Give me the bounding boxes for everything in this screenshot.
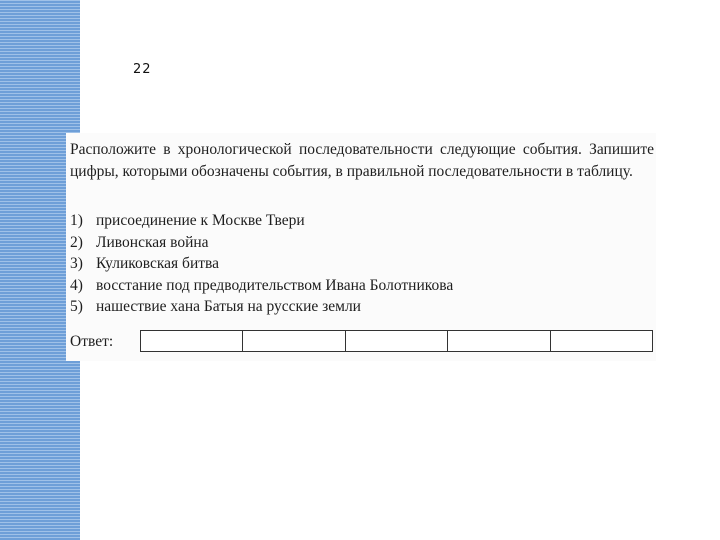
event-number: 3) — [70, 255, 83, 272]
answer-cell-1[interactable] — [141, 331, 243, 351]
answer-cell-4[interactable] — [448, 331, 550, 351]
event-text: Ливонская война — [96, 233, 209, 251]
event-list — [70, 210, 453, 318]
event-text: присоединение к Москве Твери — [96, 212, 305, 229]
event-text: Куликовская битва — [96, 255, 220, 272]
task-instruction: Расположите в хронологической последовательности следующие события. Запишите цифры, которыми обозначены события, в правильной последовательности в таблицу. — [70, 141, 654, 180]
answer-cell-5[interactable] — [551, 331, 652, 351]
event-number: 2) — [70, 233, 83, 251]
list-item — [70, 232, 453, 254]
slide-number: 22 — [133, 62, 152, 77]
event-number: 4) — [70, 276, 83, 294]
list-item — [70, 296, 453, 318]
event-number: 1) — [70, 212, 83, 229]
list-item — [70, 253, 453, 275]
answer-label: Ответ: — [70, 333, 114, 350]
event-text: нашествие хана Батыя на русские земли — [96, 298, 361, 315]
answer-cell-3[interactable] — [346, 331, 448, 351]
event-number: 5) — [70, 298, 83, 315]
list-item — [70, 210, 453, 232]
answer-table — [140, 330, 653, 352]
answer-cell-2[interactable] — [243, 331, 345, 351]
list-item — [70, 275, 453, 297]
event-text: восстание под предводительством Ивана Болотникова — [96, 276, 454, 294]
